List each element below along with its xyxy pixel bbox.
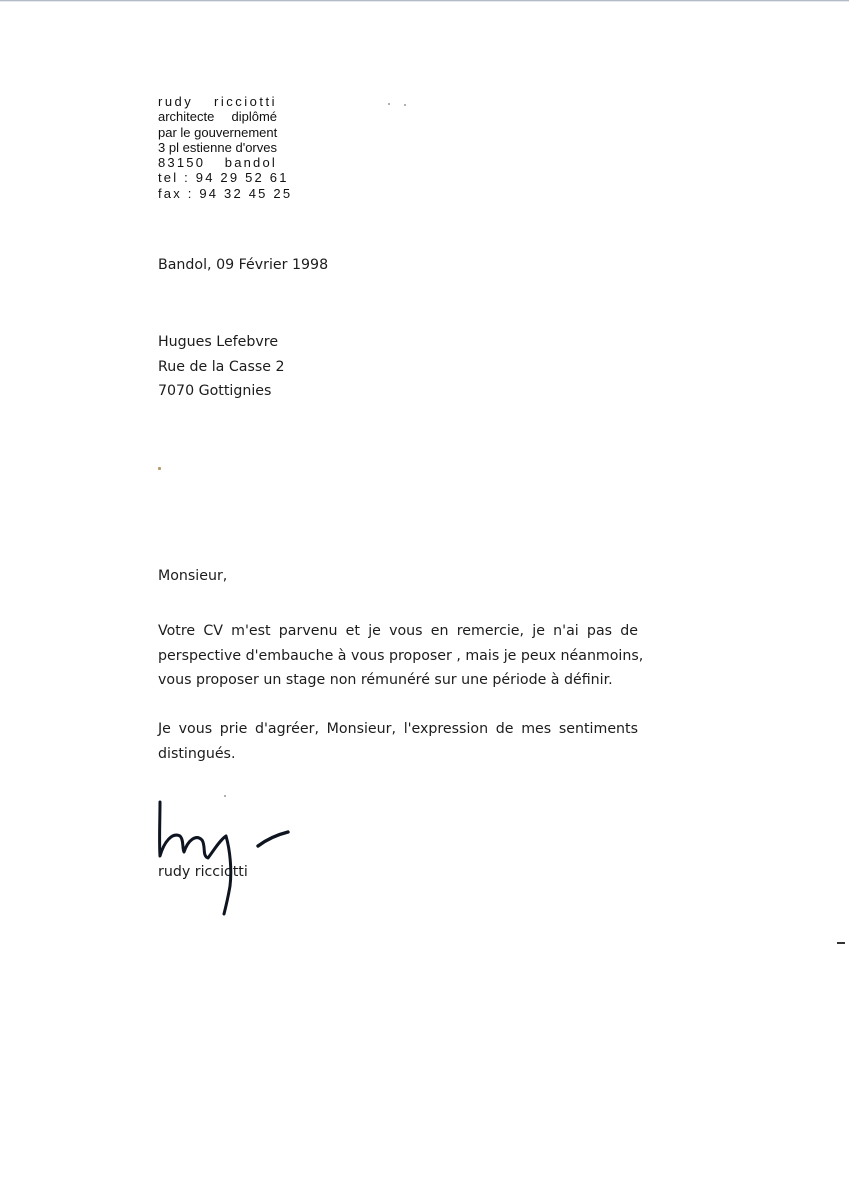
recipient-address <box>158 330 285 404</box>
scan-speck <box>224 795 226 797</box>
letterhead-name: rudy ricciotti <box>158 94 277 109</box>
letterhead-fax: fax : 94 32 45 25 <box>158 185 293 201</box>
signature-stroke-2 <box>258 832 288 846</box>
letterhead-tel: tel : 94 29 52 61 <box>158 170 289 186</box>
recipient-city: 7070 Gottignies <box>158 383 272 399</box>
paragraph-1-line-1: Votre CV m'est parvenu et je vous en remercie, je n'ai pas de <box>158 623 638 639</box>
scan-edge-mark <box>837 942 845 944</box>
date-line: Bandol, 09 Février 1998 <box>158 257 329 273</box>
letterhead-title-line2: par le gouvernement <box>158 124 278 140</box>
letterhead-title-line1: architecte diplômé <box>158 109 277 125</box>
letterhead-address-line2: 83150 bandol <box>158 155 277 171</box>
recipient-street: Rue de la Casse 2 <box>158 358 285 375</box>
paragraph-2-line-1: Je vous prie d'agréer, Monsieur, l'expression de mes sentiments <box>158 721 638 737</box>
salutation: Monsieur, <box>158 568 228 584</box>
paragraph-2 <box>158 717 638 766</box>
letterhead-address-line1: 3 pl estienne d'orves <box>158 139 277 155</box>
paragraph-1-line-2: perspective d'embauche à vous proposer , mais je peux néanmoins, <box>158 647 644 664</box>
paragraph-1 <box>158 619 644 693</box>
scan-speck <box>388 103 390 105</box>
signature-stroke-1 <box>160 802 231 914</box>
recipient-name: Hugues Lefebvre <box>158 334 279 350</box>
scan-speck <box>158 467 161 470</box>
scan-speck <box>404 104 406 106</box>
paragraph-1-line-3: vous proposer un stage non rémunéré sur une période à définir. <box>158 672 613 688</box>
handwritten-signature <box>150 790 310 920</box>
letterhead <box>158 94 293 201</box>
paragraph-2-line-2: distingués. <box>158 745 236 762</box>
scan-edge <box>0 0 849 2</box>
signature-name: rudy ricciotti <box>158 864 248 880</box>
